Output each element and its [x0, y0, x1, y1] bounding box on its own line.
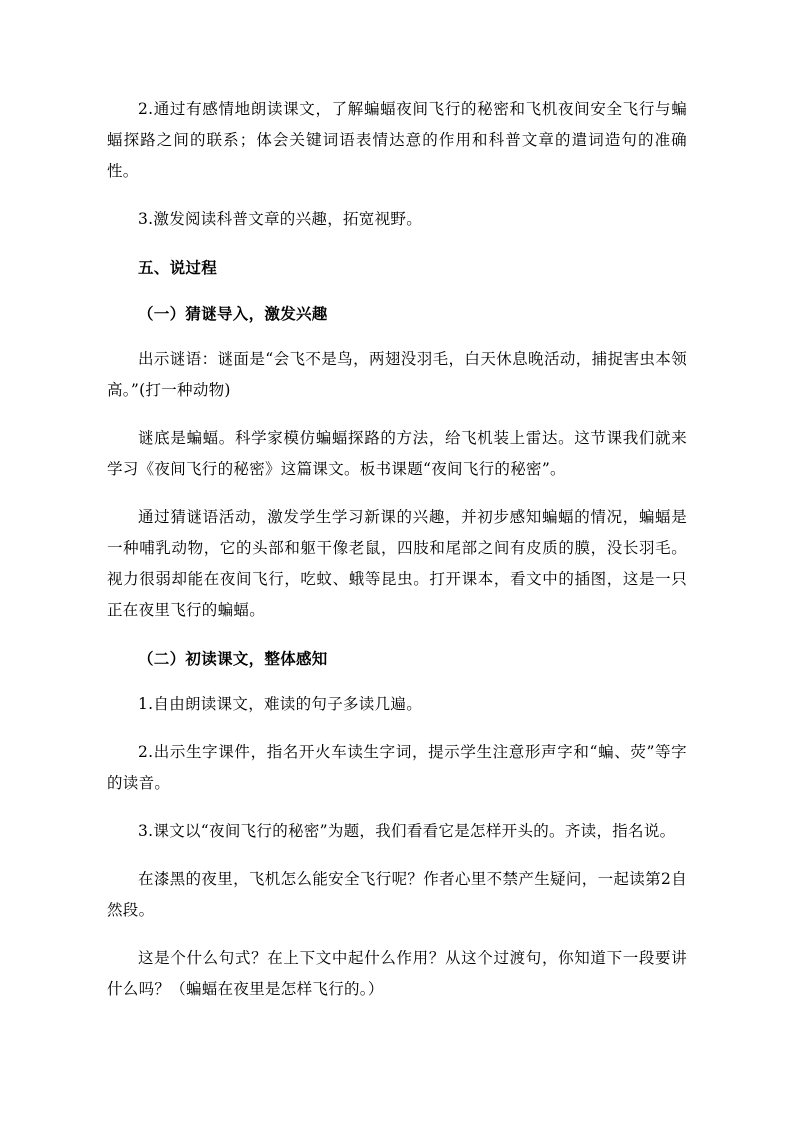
riddle-purpose-paragraph: 通过猜谜语活动，激发学生学习新课的兴趣，并初步感知蝙蝠的情况，蝙蝠是一种哺乳动物，它的头部和躯干像老鼠，四肢和尾部之间有皮质的膜，没长羽毛。视力很弱却能在夜间飞行，吃蚊、蛾等昆虫。打开课本，看文中的插图，这是一只正在夜里飞行的蝙蝠。: [107, 508, 687, 619]
transition-question-paragraph: 这是个什么句式？在上下文中起什么作用？从这个过渡句，你知道下一段要讲什么吗？（蝙蝠在夜里是怎样飞行的。）: [107, 949, 687, 998]
riddle-answer-paragraph: 谜底是蝙蝠。科学家模仿蝙蝠探路的方法，给飞机装上雷达。这节课我们就来学习《夜间飞行的秘密》这篇课文。板书课题“夜间飞行的秘密”。: [107, 429, 687, 478]
reading-question-paragraph: 在漆黑的夜里，飞机怎么能安全飞行呢？作者心里不禁产生疑问，一起读第2自然段。: [107, 870, 687, 919]
objective-paragraph-3: 3.激发阅读科普文章的兴趣，拓宽视野。: [138, 210, 422, 228]
document-body: [107, 94, 687, 1022]
subsection-heading-first-reading: （二）初读课文，整体感知: [138, 649, 328, 668]
subsection-heading-riddle-intro: （一）猜谜导入，激发兴趣: [138, 304, 328, 323]
reading-step-1: 1.自由朗读课文，难读的句子多读几遍。: [138, 695, 422, 713]
reading-step-3: 3.课文以“夜间飞行的秘密”为题，我们看看它是怎样开头的。齐读，指名说。: [138, 822, 676, 840]
riddle-paragraph: 出示谜语：谜面是“会飞不是鸟，两翅没羽毛，白天休息晚活动，捕捉害虫本领高。”(打一种动物): [107, 350, 687, 399]
reading-step-2: 2.出示生字课件，指名开火车读生字词，提示学生注意形声字和“蝙、荧”等字的读音。: [107, 743, 687, 792]
section-heading-process: 五、说过程: [138, 258, 218, 277]
objective-paragraph-2: 2.通过有感情地朗读课文，了解蝙蝠夜间飞行的秘密和飞机夜间安全飞行与蝙蝠探路之间的联系；体会关键词语表情达意的作用和科普文章的遣词造句的准确性。: [107, 100, 687, 180]
